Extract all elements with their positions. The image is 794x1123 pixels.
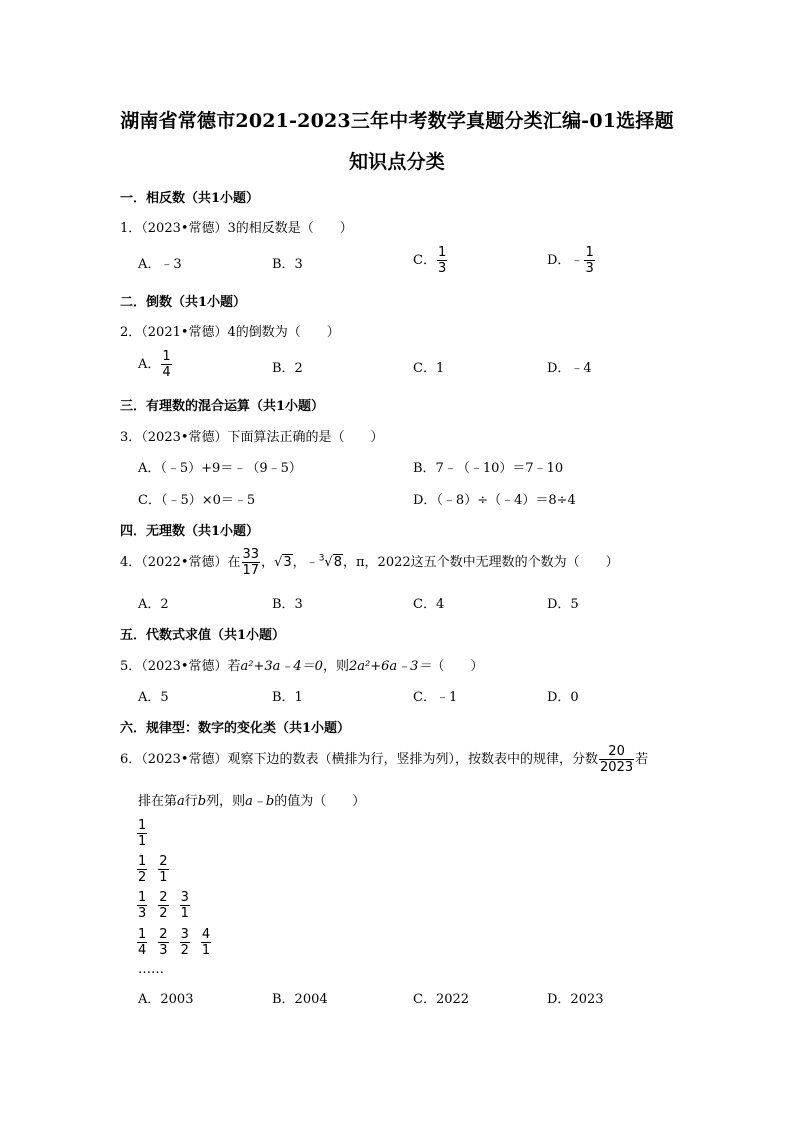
question-connector: ，则	[322, 659, 349, 674]
radicand: 3	[283, 555, 292, 570]
fraction-numerator: 1	[138, 890, 147, 905]
option-d	[547, 245, 596, 276]
fraction-denominator: 1	[159, 870, 168, 885]
fraction-numerator: 33	[242, 547, 260, 562]
option-d: D．﹣4	[547, 361, 592, 376]
root-index: 3	[318, 553, 325, 564]
option-b: B．1	[272, 690, 303, 705]
option-a: A．2	[138, 597, 169, 612]
text-segment: 行	[184, 794, 198, 809]
option-c: C．﹣1	[413, 690, 458, 705]
section-heading: 一．相反数（共1小题）	[120, 191, 260, 206]
question-suffix: 若	[635, 752, 649, 767]
option-d: D．2023	[547, 992, 604, 1007]
question-line	[138, 790, 365, 809]
ellipsis: ……	[138, 962, 164, 977]
fraction	[584, 245, 594, 276]
question-stem: 2．（2021•常德）4的倒数为（ ）	[120, 325, 340, 340]
question-stem: 3．（2023•常德）下面算法正确的是（ ）	[120, 430, 384, 445]
question-stem: 1．（2023•常德）3的相反数是（ ）	[120, 221, 353, 236]
table-fraction	[137, 854, 147, 885]
fraction-denominator: 17	[242, 563, 260, 578]
expression: 2a²+6a﹣3＝	[348, 659, 432, 674]
section-heading: 六．规律型：数字的变化类（共1小题）	[120, 721, 351, 736]
fraction-denominator: 4	[162, 365, 171, 380]
fraction-denominator: 2023	[600, 760, 634, 775]
fraction-numerator: 1	[162, 349, 171, 364]
fraction-denominator: 1	[138, 834, 147, 849]
option-c: C．4	[413, 597, 445, 612]
table-fraction	[137, 818, 147, 849]
document-title: 湖南省常德市2021-2023三年中考数学真题分类汇编-01选择题	[120, 110, 674, 132]
table-fraction	[137, 890, 147, 921]
table-row	[136, 927, 221, 958]
fraction-numerator: 2	[159, 890, 168, 905]
fraction-numerator: 1	[138, 854, 147, 869]
section-heading: 三．有理数的混合运算（共1小题）	[120, 399, 325, 414]
fraction-denominator: 2	[159, 906, 168, 921]
question-stem	[120, 655, 483, 674]
fraction-denominator: 3	[585, 261, 594, 276]
option-label: D．﹣	[547, 253, 584, 268]
table-row	[136, 890, 200, 921]
option-c: C．2022	[413, 992, 470, 1007]
question-stem	[120, 744, 648, 775]
cube-root: $^3$√8	[318, 553, 342, 570]
fraction-denominator: 2	[138, 870, 147, 885]
fraction	[437, 245, 447, 276]
section-heading: 四．无理数（共1小题）	[120, 524, 260, 539]
fraction-numerator: 4	[201, 927, 211, 942]
table-fraction	[158, 927, 168, 958]
table-row	[136, 818, 157, 849]
option-a: A．﹣3	[138, 257, 182, 272]
table-fraction	[180, 927, 190, 958]
text-segment: 列，则	[206, 794, 246, 809]
separator: ，﹣	[292, 555, 319, 570]
option-d: D．（﹣8）÷（﹣4）＝8÷4	[413, 493, 576, 508]
fraction-numerator: 2	[159, 854, 168, 869]
section-heading: 二．倒数（共1小题）	[120, 295, 247, 310]
option-b: B．2004	[272, 992, 328, 1007]
fraction-numerator: 2	[159, 927, 168, 942]
fraction	[599, 744, 634, 775]
fraction-numerator: 20	[599, 744, 634, 760]
section-heading: 五．代数式求值（共1小题）	[120, 628, 286, 643]
fraction	[242, 547, 261, 578]
variable: a	[177, 794, 185, 809]
table-fraction	[158, 854, 168, 885]
option-c: C．1	[413, 361, 445, 376]
fraction-denominator: 3	[138, 906, 147, 921]
option-c: C．（﹣5）×0＝﹣5	[138, 493, 256, 508]
option-b: B．2	[272, 361, 303, 376]
question-prefix: 6．（2023•常德）观察下边的数表（横排为行，竖排为列），按数表中的规律，分数	[120, 752, 599, 767]
option-b: B．7﹣（﹣10）＝7﹣10	[413, 461, 564, 476]
text-segment: 的值为（ ）	[274, 794, 366, 809]
question-suffix: ，π，2022这五个数中无理数的个数为（ ）	[343, 555, 619, 570]
question-stem	[120, 547, 619, 578]
square-root: √3	[274, 555, 292, 570]
fraction-denominator: 3	[159, 943, 168, 958]
fraction	[161, 349, 171, 380]
option-label: A．	[138, 357, 161, 372]
table-fraction	[158, 890, 168, 921]
fraction-numerator: 1	[138, 818, 147, 833]
variable: b	[197, 794, 207, 809]
text-segment: 排在第	[138, 794, 178, 809]
question-suffix: （ ）	[431, 659, 484, 674]
option-b: B．3	[272, 257, 303, 272]
option-d: D．0	[547, 690, 579, 705]
document-subtitle: 知识点分类	[348, 151, 445, 173]
option-a	[138, 349, 173, 380]
table-fraction	[180, 890, 190, 921]
option-a: A．5	[138, 690, 169, 705]
fraction-numerator: 1	[585, 245, 594, 260]
equation: a²+3a﹣4＝0	[240, 659, 323, 674]
fraction-denominator: 2	[180, 943, 189, 958]
fraction-numerator: 1	[138, 927, 147, 942]
option-a: A．2003	[138, 992, 194, 1007]
separator: ，	[261, 555, 275, 570]
radicand: 8	[333, 555, 342, 570]
option-d: D．5	[547, 597, 579, 612]
fraction-denominator: 1	[180, 906, 189, 921]
expression: a﹣b	[245, 794, 275, 809]
fraction-denominator: 4	[138, 943, 147, 958]
table-fraction	[137, 927, 147, 958]
question-prefix: 5．（2023•常德）若	[120, 659, 241, 674]
option-label: C．	[413, 253, 436, 268]
fraction-numerator: 3	[180, 890, 189, 905]
fraction-denominator: 1	[201, 943, 211, 958]
option-a: A．（﹣5）+9＝﹣（9﹣5）	[138, 461, 302, 476]
option-b: B．3	[272, 597, 303, 612]
question-prefix: 4．（2022•常德）在	[120, 555, 241, 570]
option-c	[413, 245, 448, 276]
table-row	[136, 854, 179, 885]
fraction-numerator: 1	[437, 245, 447, 260]
table-fraction	[201, 927, 211, 958]
fraction-denominator: 3	[437, 261, 447, 276]
fraction-numerator: 3	[180, 927, 189, 942]
